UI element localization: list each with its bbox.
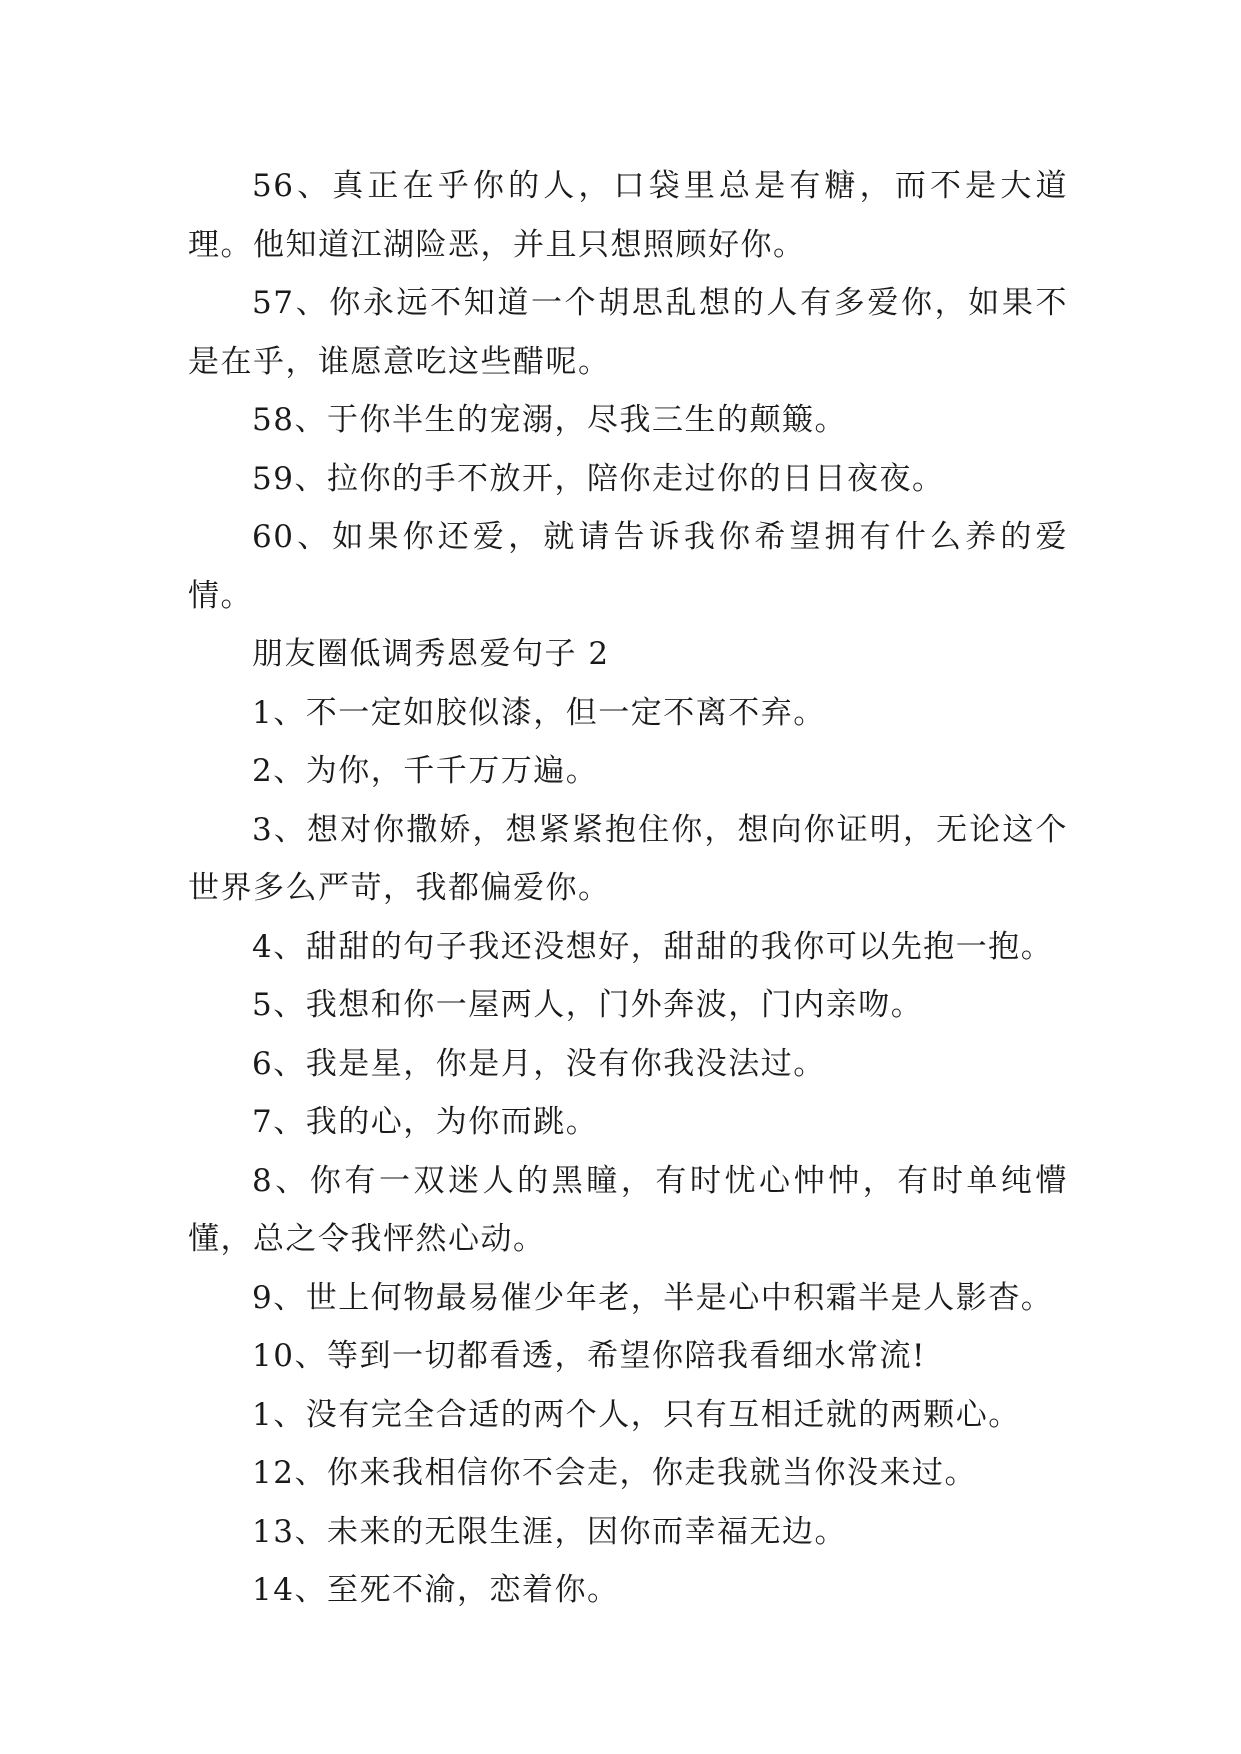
paragraph-59: 59、拉你的手不放开，陪你走过你的日日夜夜。: [252, 460, 945, 497]
paragraph-3: 3、想对你撒娇，想紧紧抱住你，想向你证明，无论这个世界多么严苛，我都偏爱你。: [188, 811, 1068, 906]
paragraph-6: 6、我是星，你是月，没有你我没法过。: [252, 1045, 826, 1082]
paragraph-11: 1、没有完全合适的两个人，只有互相迁就的两颗心。: [252, 1396, 1021, 1433]
paragraph-9: 9、世上何物最易催少年老，半是心中积霜半是人影杳。: [252, 1279, 1054, 1316]
paragraph-60: 60、如果你还爱，就请告诉我你希望拥有什么养的爱情。: [188, 519, 1068, 614]
document-body: [188, 157, 1068, 1620]
paragraph-12: 12、你来我相信你不会走，你走我就当你没来过。: [252, 1455, 977, 1491]
paragraph-5: 5、我想和你一屋两人，门外奔波，门内亲吻。: [252, 987, 924, 1023]
section-heading: 朋友圈低调秀恩爱句子 2: [252, 636, 610, 672]
paragraph-8: 8、你有一双迷人的黑瞳，有时忧心忡忡，有时单纯懵懂，总之令我怦然心动。: [188, 1162, 1068, 1257]
paragraph-57: 57、你永远不知道一个胡思乱想的人有多爱你，如果不是在乎，谁愿意吃这些醋呢。: [188, 285, 1068, 380]
paragraph-10: 10、等到一切都看透，希望你陪我看细水常流!: [252, 1338, 926, 1374]
paragraph-14: 14、至死不渝，恋着你。: [252, 1572, 620, 1608]
paragraph-56: 56、真正在乎你的人，口袋里总是有糖，而不是大道理。他知道江湖险恶，并且只想照顾好你。: [188, 168, 1068, 263]
paragraph-4: 4、甜甜的句子我还没想好，甜甜的我你可以先抱一抱。: [252, 928, 1054, 965]
paragraph-58: 58、于你半生的宠溺，尽我三生的颠簸。: [252, 402, 847, 438]
paragraph-13: 13、未来的无限生涯，因你而幸福无边。: [252, 1513, 847, 1550]
paragraph-1: 1、不一定如胶似漆，但一定不离不弃。: [252, 694, 826, 731]
paragraph-2: 2、为你，千千万万遍。: [252, 753, 599, 789]
paragraph-7: 7、我的心，为你而跳。: [252, 1104, 599, 1140]
